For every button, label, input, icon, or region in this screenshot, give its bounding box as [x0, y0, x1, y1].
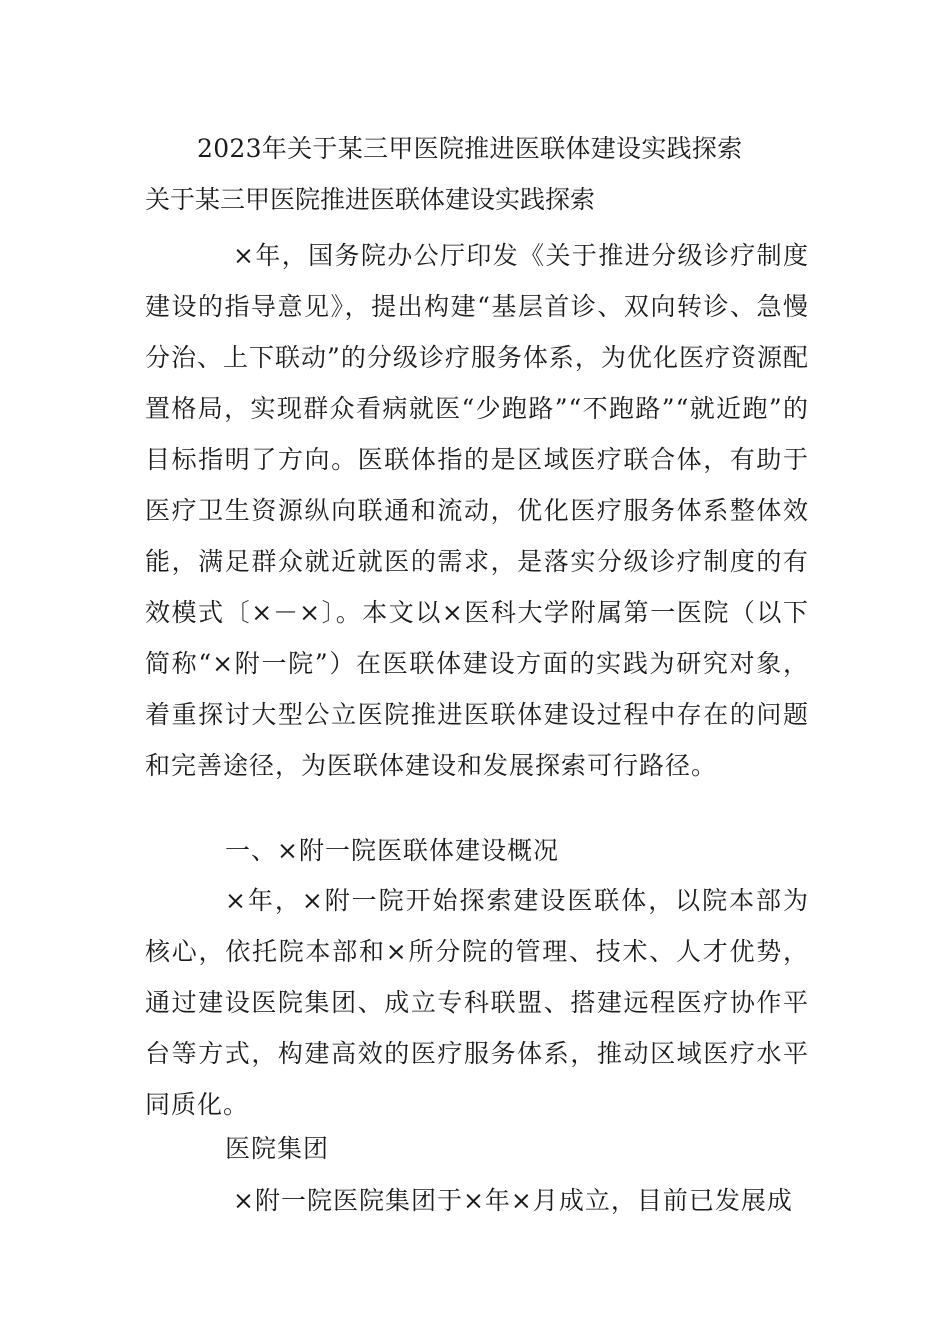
paragraph-intro: ×年，国务院办公厅印发《关于推进分级诊疗制度建设的指导意见》，提出构建“基层首诊、双向转诊、急慢分治、上下联动”的分级诊疗服务体系，为优化医疗资源配置格局，实现群众看病就医“少跑路”“不跑路”“就近跑”的目标指明了方向。医联体指的是区域医疗联合体，有助于医疗卫生资源纵向联通和流动，优化医疗服务体系整体效能，满足群众就近就医的需求，是落实分级诊疗制度的有效模式〔×－×〕。本文以×医科大学附属第一医院（以下简称“×附一院”）在医联体建设方面的实践为研究对象，着重探讨大型公立医院推进医联体建设过程中存在的问题和完善途径，为医联体建设和发展探索可行路径。	[145, 241, 809, 780]
section-heading-overview: 一、×附一院医联体建设概况	[225, 836, 559, 865]
subsection-heading-hospital-group: 医院集团	[225, 1134, 330, 1163]
document-title: 2023年关于某三甲医院推进医联体建设实践探索	[197, 134, 743, 163]
paragraph-overview: ×年，×附一院开始探索建设医联体，以院本部为核心，依托院本部和×所分院的管理、技术、人才优势，通过建设医院集团、成立专科联盟、搭建远程医疗协作平台等方式，构建高效的医疗服务体系，推动区域医疗水平同质化。	[145, 886, 809, 1119]
paragraph-hospital-group: ×附一院医院集团于×年×月成立，目前已发展成	[233, 1186, 793, 1215]
document-subtitle: 关于某三甲医院推进医联体建设实践探索	[145, 185, 596, 214]
